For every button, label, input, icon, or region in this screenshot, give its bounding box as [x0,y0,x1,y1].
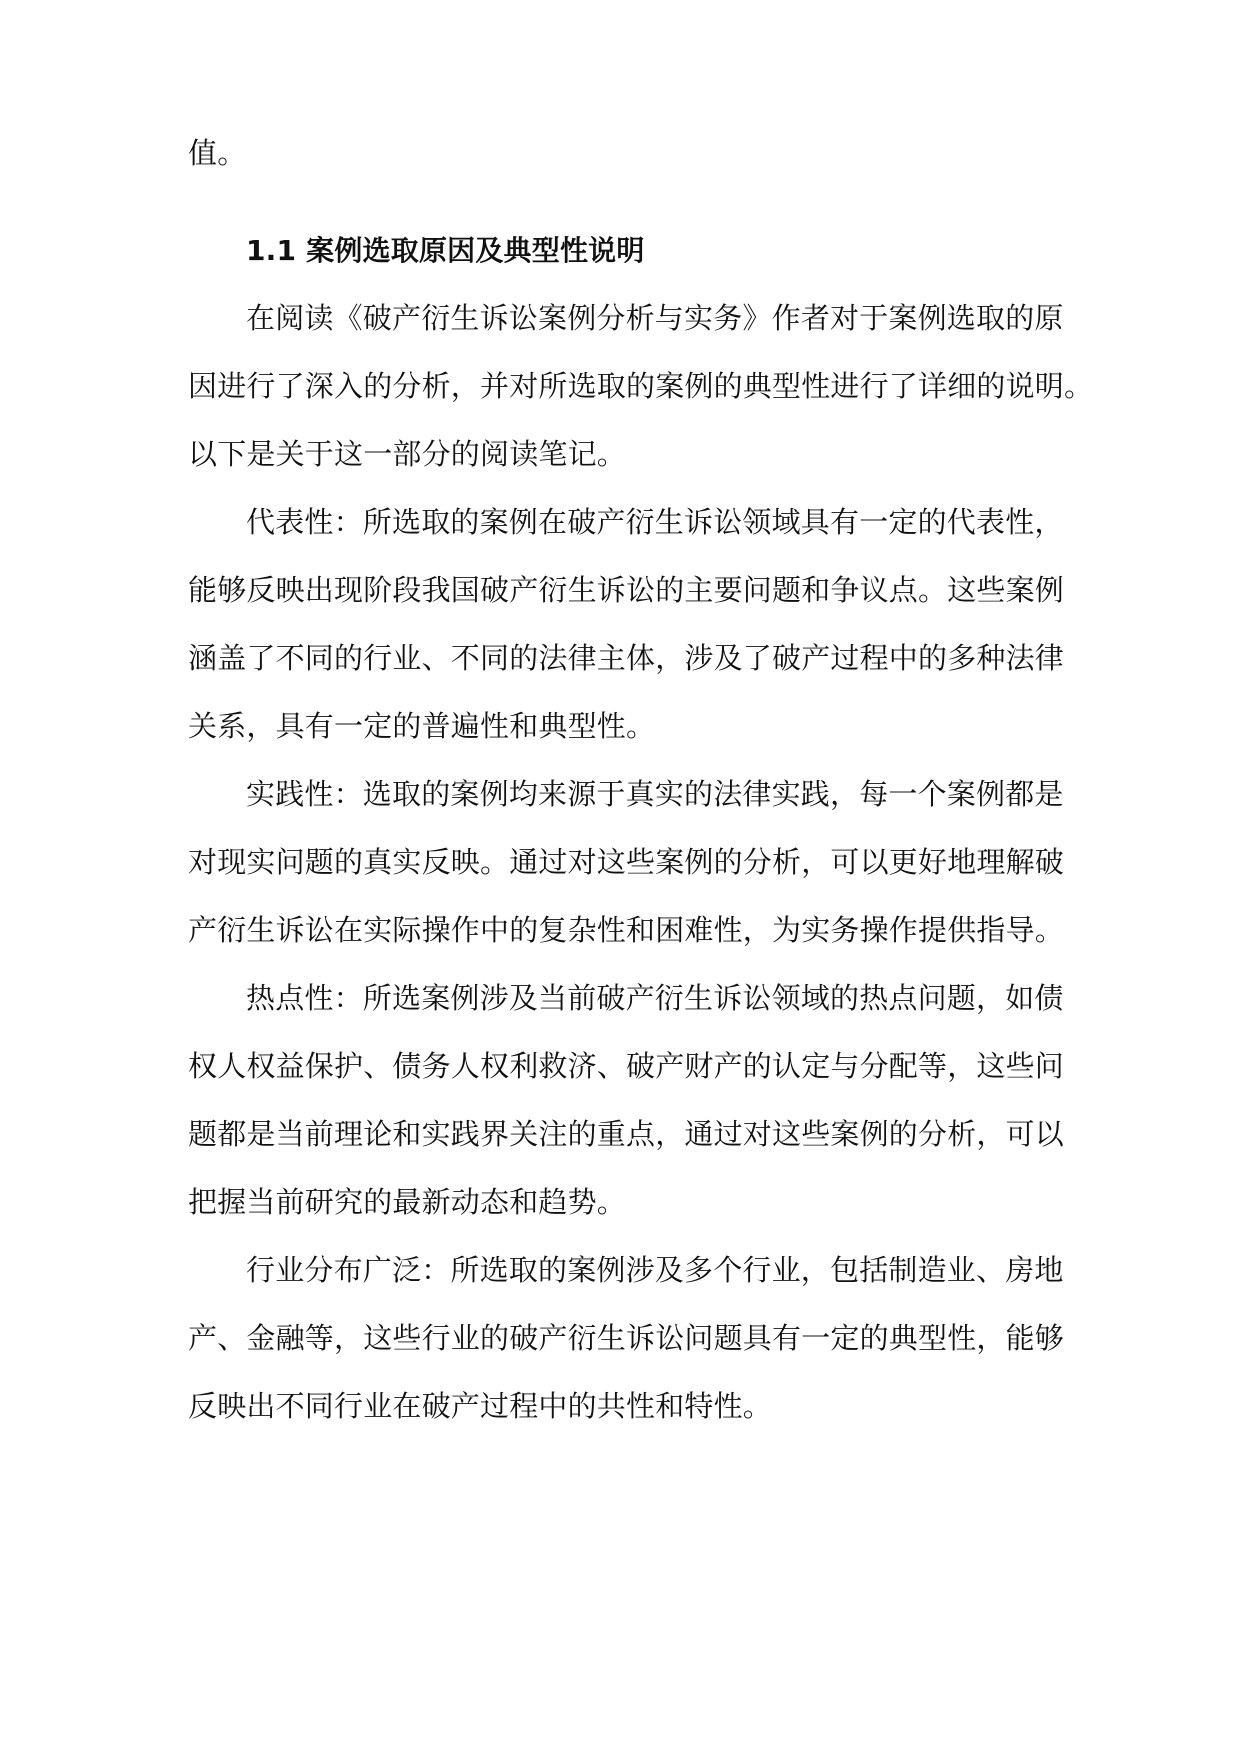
paragraph-line: 实践性：选取的案例均来源于真实的法律实践，每一个案例都是 [246,777,1064,811]
paragraph-line: 热点性：所选案例涉及当前破产衍生诉讼领域的热点问题，如债 [246,981,1064,1015]
paragraph-line: 行业分布广泛：所选取的案例涉及多个行业，包括制造业、房地 [246,1253,1064,1287]
paragraph-line: 代表性：所选取的案例在破产衍生诉讼领域具有一定的代表性， [246,505,1064,539]
paragraph-line: 因进行了深入的分析，并对所选取的案例的典型性进行了详细的说明。 [188,369,1094,403]
paragraph-line: 能够反映出现阶段我国破产衍生诉讼的主要问题和争议点。这些案例 [188,573,1065,607]
paragraph-line: 把握当前研究的最新动态和趋势。 [188,1185,627,1219]
paragraph-line: 产衍生诉讼在实际操作中的复杂性和困难性，为实务操作提供指导。 [188,913,1065,947]
paragraph-line: 在阅读《破产衍生诉讼案例分析与实务》作者对于案例选取的原 [246,301,1064,335]
paragraph-line: 权人权益保护、债务人权利救济、破产财产的认定与分配等，这些问 [188,1049,1065,1083]
paragraph-line: 关系，具有一定的普遍性和典型性。 [188,709,656,743]
paragraph-line: 涵盖了不同的行业、不同的法律主体，涉及了破产过程中的多种法律 [188,641,1065,675]
paragraph-line: 题都是当前理论和实践界关注的重点，通过对这些案例的分析，可以 [188,1117,1065,1151]
paragraph-line: 对现实问题的真实反映。通过对这些案例的分析，可以更好地理解破 [188,845,1065,879]
section-heading: 1.1 案例选取原因及典型性说明 [246,234,645,267]
paragraph-line: 反映出不同行业在破产过程中的共性和特性。 [188,1389,773,1423]
continuation-line: 值。 [188,136,247,170]
paragraph-line: 以下是关于这一部分的阅读笔记。 [188,437,627,471]
paragraph-line: 产、金融等，这些行业的破产衍生诉讼问题具有一定的典型性，能够 [188,1321,1065,1355]
